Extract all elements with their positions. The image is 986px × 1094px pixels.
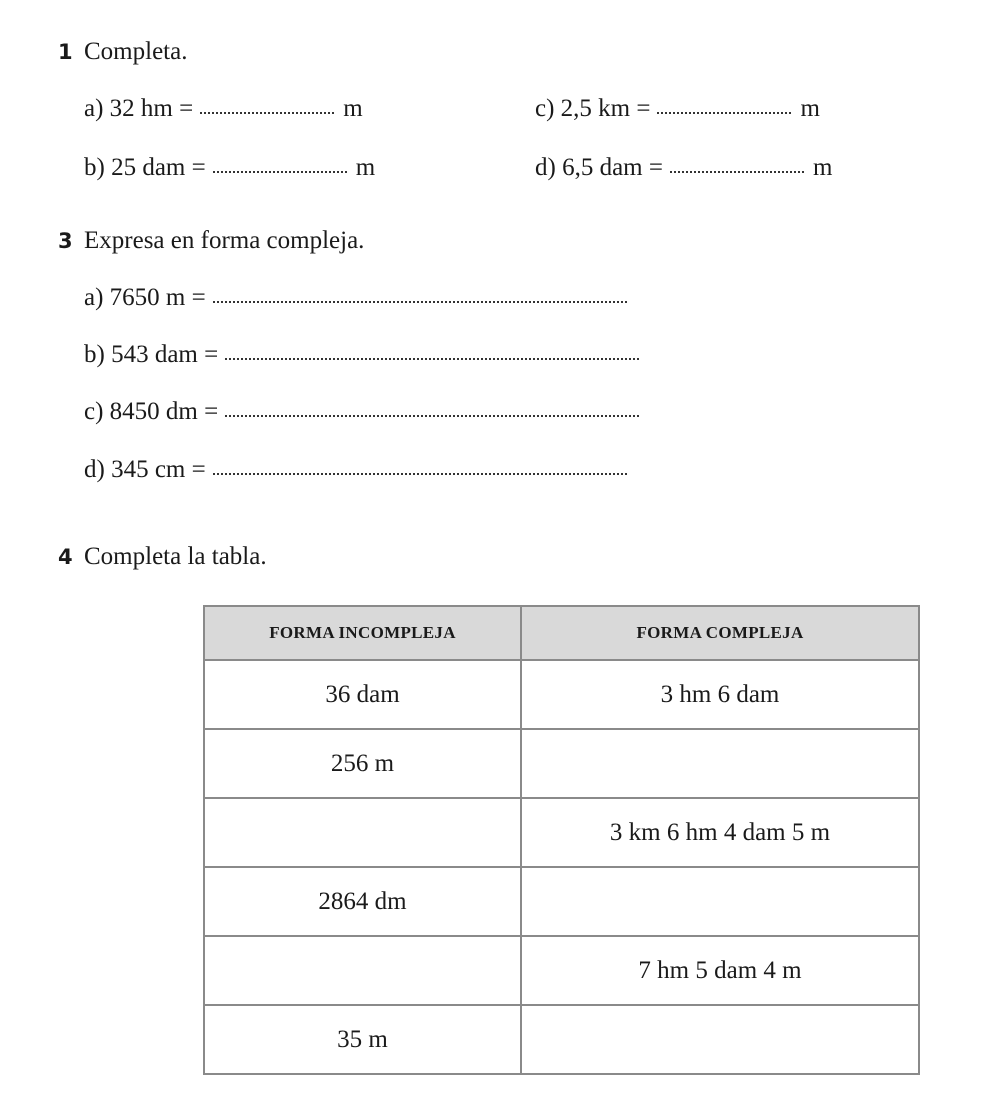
answer-blank[interactable] [225, 414, 639, 417]
answer-blank[interactable] [670, 170, 804, 173]
cell-incompleja: 2864 dm [204, 867, 521, 936]
exercise-number: 4 [58, 545, 73, 569]
exercise-1-item-b [84, 154, 375, 182]
exercise-3-item-d [84, 456, 634, 484]
cell-incompleja: 35 m [204, 1005, 521, 1074]
exercise-title: Completa la tabla. [84, 543, 267, 570]
item-unit: m [343, 95, 363, 122]
answer-blank[interactable] [200, 111, 334, 114]
exercise-1-item-a [84, 95, 363, 123]
item-label: a) 7650 m = [84, 284, 206, 311]
exercise-number: 3 [58, 229, 73, 253]
table-row [204, 867, 919, 936]
exercise-title: Completa. [84, 38, 188, 65]
answer-blank[interactable] [213, 170, 347, 173]
exercise-3-item-b [84, 341, 646, 369]
table-row [204, 1005, 919, 1074]
cell-compleja-blank[interactable] [521, 1005, 919, 1074]
cell-compleja: 7 hm 5 dam 4 m [521, 936, 919, 1005]
answer-blank[interactable] [225, 357, 639, 360]
table-header-row [204, 606, 919, 660]
conversion-table [203, 605, 920, 1075]
item-label: b) 25 dam = [84, 154, 206, 181]
answer-blank[interactable] [657, 111, 791, 114]
header-forma-compleja: FORMA COMPLEJA [521, 606, 919, 660]
item-label: c) 8450 dm = [84, 398, 219, 425]
table-row [204, 660, 919, 729]
item-label: d) 6,5 dam = [535, 154, 663, 181]
cell-compleja: 3 hm 6 dam [521, 660, 919, 729]
cell-incompleja: 256 m [204, 729, 521, 798]
cell-compleja: 3 km 6 hm 4 dam 5 m [521, 798, 919, 867]
exercise-3-item-c [84, 398, 646, 426]
table-row [204, 798, 919, 867]
item-label: d) 345 cm = [84, 456, 206, 483]
header-forma-incompleja: FORMA INCOMPLEJA [204, 606, 521, 660]
exercise-title: Expresa en forma compleja. [84, 227, 365, 254]
item-unit: m [355, 154, 376, 181]
item-label: a) 32 hm = [84, 95, 194, 122]
exercise-4-heading [58, 543, 267, 571]
exercise-3-item-a [84, 284, 634, 312]
exercise-3-heading [58, 227, 364, 255]
cell-compleja-blank[interactable] [521, 867, 919, 936]
exercise-1-item-c [535, 95, 820, 123]
item-unit: m [800, 95, 820, 122]
exercise-1-item-d [535, 154, 832, 182]
exercise-1-heading [58, 38, 187, 66]
answer-blank[interactable] [213, 472, 627, 475]
cell-incompleja: 36 dam [204, 660, 521, 729]
cell-incompleja-blank[interactable] [204, 936, 521, 1005]
exercise-number: 1 [58, 40, 73, 64]
item-label: b) 543 dam = [84, 341, 219, 368]
cell-incompleja-blank[interactable] [204, 798, 521, 867]
item-unit: m [812, 154, 833, 181]
answer-blank[interactable] [213, 300, 627, 303]
cell-compleja-blank[interactable] [521, 729, 919, 798]
item-label: c) 2,5 km = [535, 95, 651, 122]
table-row [204, 936, 919, 1005]
table-row [204, 729, 919, 798]
